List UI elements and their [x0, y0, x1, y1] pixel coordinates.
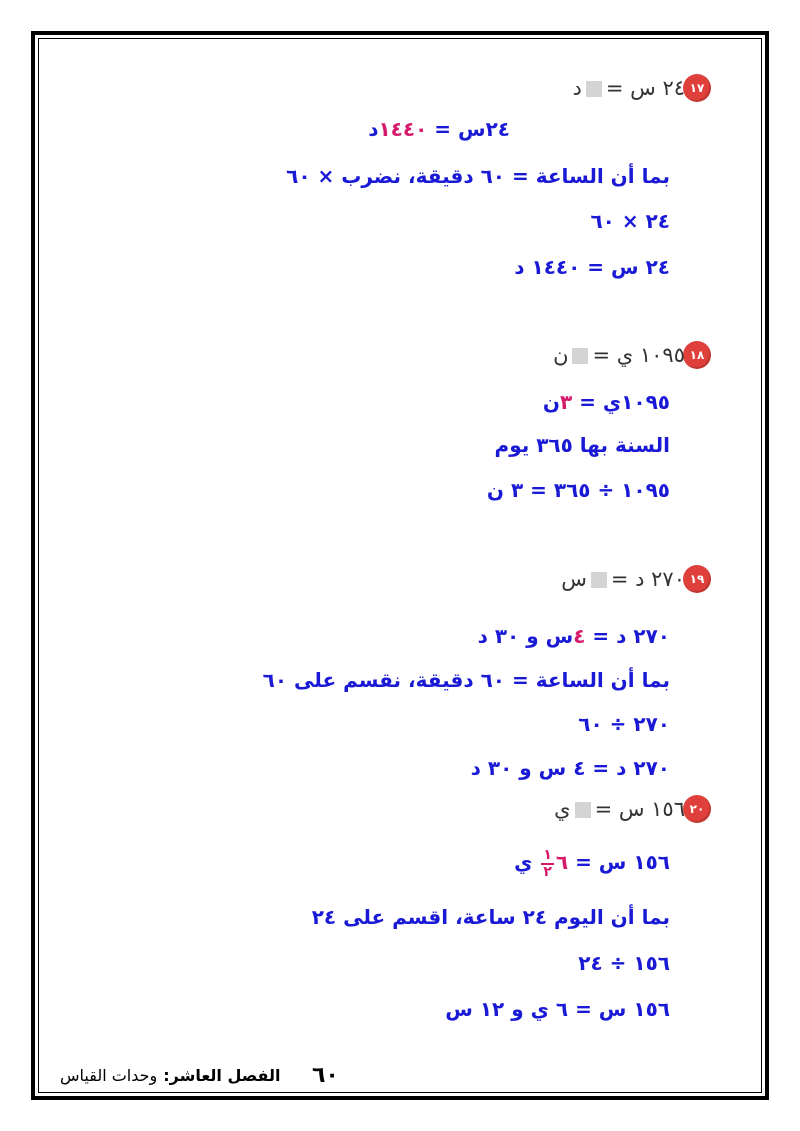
blank-box: [572, 348, 588, 364]
answer-line: ١٥٦ س = ٦ $\frac{١}{٢}$ ي: [514, 847, 670, 880]
problem-number-badge: ١٧: [683, 74, 711, 102]
page-number: ٦٠: [312, 1063, 339, 1088]
chapter-label: الفصل العاشر:: [163, 1066, 281, 1085]
problem-prompt: ١٥٦ س =ي: [554, 797, 685, 821]
problem-number-badge: ١٩: [683, 565, 711, 593]
problem-prompt: ١٠٩٥ ي =ن: [553, 343, 685, 367]
answer-line: ٢٧٠ ÷ ٦٠: [578, 712, 670, 736]
footer-chapter-title: [60, 1066, 281, 1085]
problem-number-badge: ١٨: [683, 341, 711, 369]
answer-line: ١٠٩٥ ÷ ٣٦٥ = ٣ ن: [486, 478, 670, 502]
blank-box: [591, 572, 607, 588]
answer-line: بما أن الساعة = ٦٠ دقيقة، نقسم على ٦٠: [262, 668, 670, 692]
answer-line: بما أن الساعة = ٦٠ دقيقة، نضرب × ٦٠: [286, 164, 670, 188]
answer-line: ٢٤ س = ١٤٤٠ د: [514, 255, 670, 279]
answer-line: ١٥٦ س = ٦ ي و ١٢ س: [445, 997, 670, 1021]
blank-box: [575, 802, 591, 818]
unit-title: وحدات القياس: [60, 1066, 158, 1085]
page-border-inner: [38, 38, 762, 1093]
answer-line: ٢٤ × ٦٠: [590, 209, 670, 233]
problem-number-badge: ٢٠: [683, 795, 711, 823]
answer-line: ١٠٩٥ي = ٣ن: [542, 390, 670, 414]
answer-line: بما أن اليوم ٢٤ ساعة، اقسم على ٢٤: [311, 905, 670, 929]
answer-line: ٢٤س = ١٤٤٠د: [368, 117, 510, 141]
problem-prompt: ٢٤ س =د: [572, 76, 685, 100]
blank-box: [586, 81, 602, 97]
problem-prompt: ٢٧٠ د =س: [561, 567, 685, 591]
answer-line: ٢٧٠ د = ٤ س و ٣٠ د: [470, 756, 670, 780]
answer-line: السنة بها ٣٦٥ يوم: [494, 433, 670, 457]
answer-line: ٢٧٠ د = ٤س و ٣٠ د: [477, 624, 670, 648]
fraction: $\frac{١}{٢}$: [543, 847, 552, 880]
answer-line: ١٥٦ ÷ ٢٤: [578, 951, 670, 975]
